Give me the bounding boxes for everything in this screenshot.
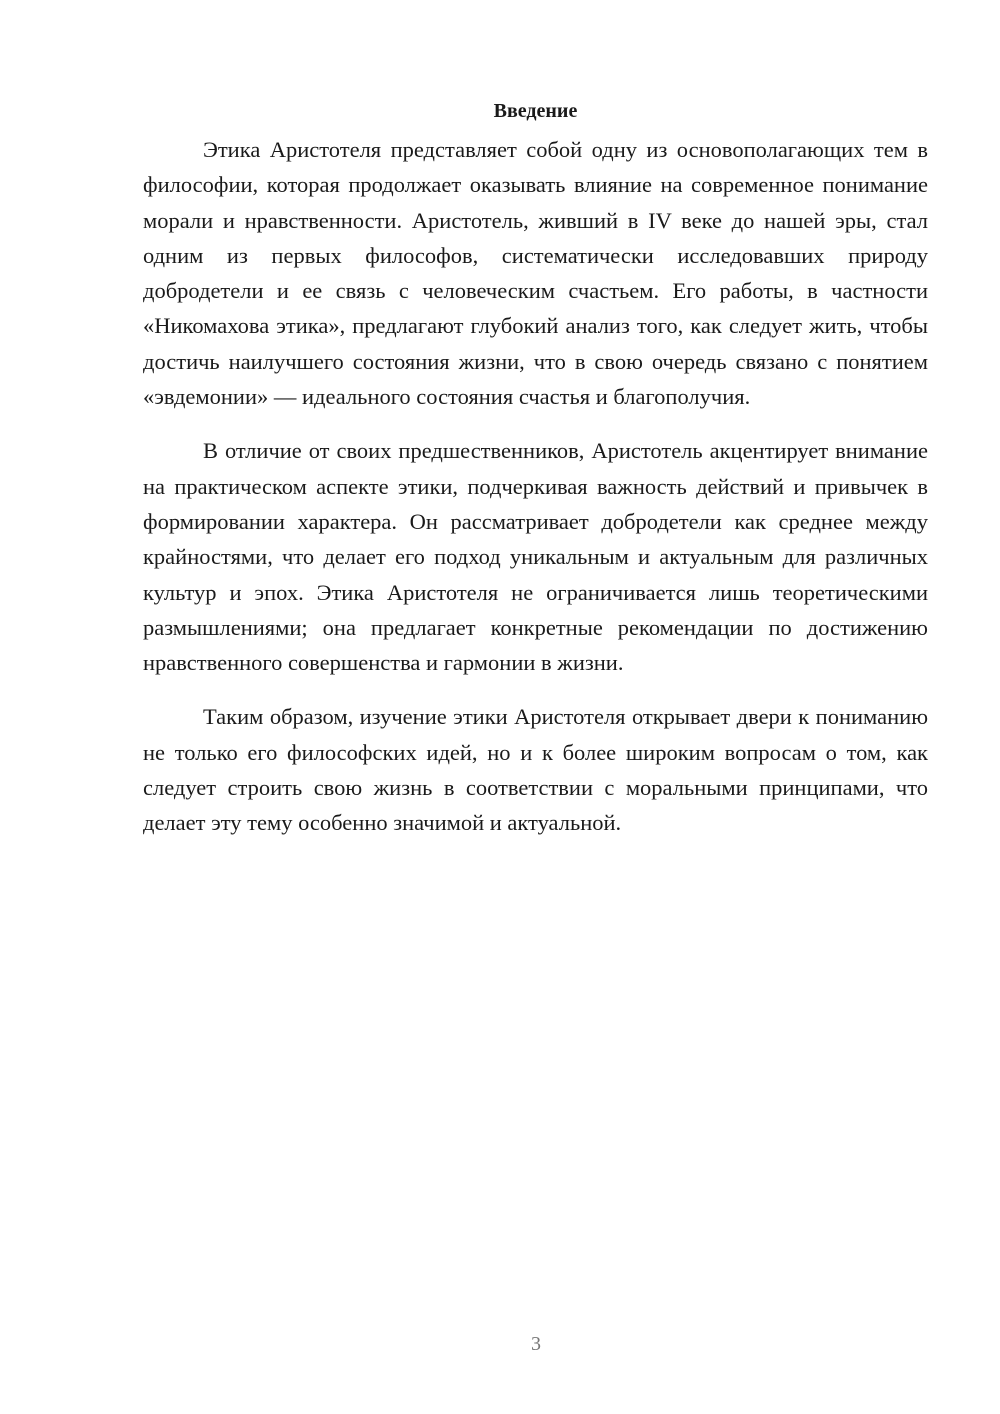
paragraph-practical-ethics: В отличие от своих предшественников, Аристотель акцентирует внимание на практическом аспекте этики, подчеркивая важность действий и привычек в формировании характера. Он рассматривает добродетели как среднее между крайностями, что делает его подход уникальным и актуальным для различных культур и эпох. Этика Аристотеля не ограничивается лишь теоретическими размышлениями; она предлагает конкретные рекомендации по достижению нравственного совершенства и гармонии в жизни.	[143, 438, 928, 676]
paragraph-intro: Этика Аристотеля представляет собой одну из основополагающих тем в философии, которая продолжает оказывать влияние на современное понимание морали и нравственности. Аристотель, живший в IV веке до нашей эры, стал одним из первых философов, систематически исследовавших природу добродетели и ее связь с человеческим счастьем. Его работы, в частности «Никомахова этика», предлагают глубокий анализ того, как следует жить, чтобы достичь наилучшего состояния жизни, что в свою очередь связано с понятием «эвдемонии» — идеального состояния счастья и благополучия.	[143, 137, 928, 410]
page-number: 3	[531, 1333, 541, 1355]
paragraph-conclusion: Таким образом, изучение этики Аристотеля открывает двери к пониманию не только его философских идей, но и к более широким вопросам о том, как следует строить свою жизнь в соответствии с моральными принципами, что делает эту тему особенно значимой и актуальной.	[143, 704, 928, 836]
page-content	[143, 96, 928, 860]
section-title: Введение	[493, 100, 578, 122]
